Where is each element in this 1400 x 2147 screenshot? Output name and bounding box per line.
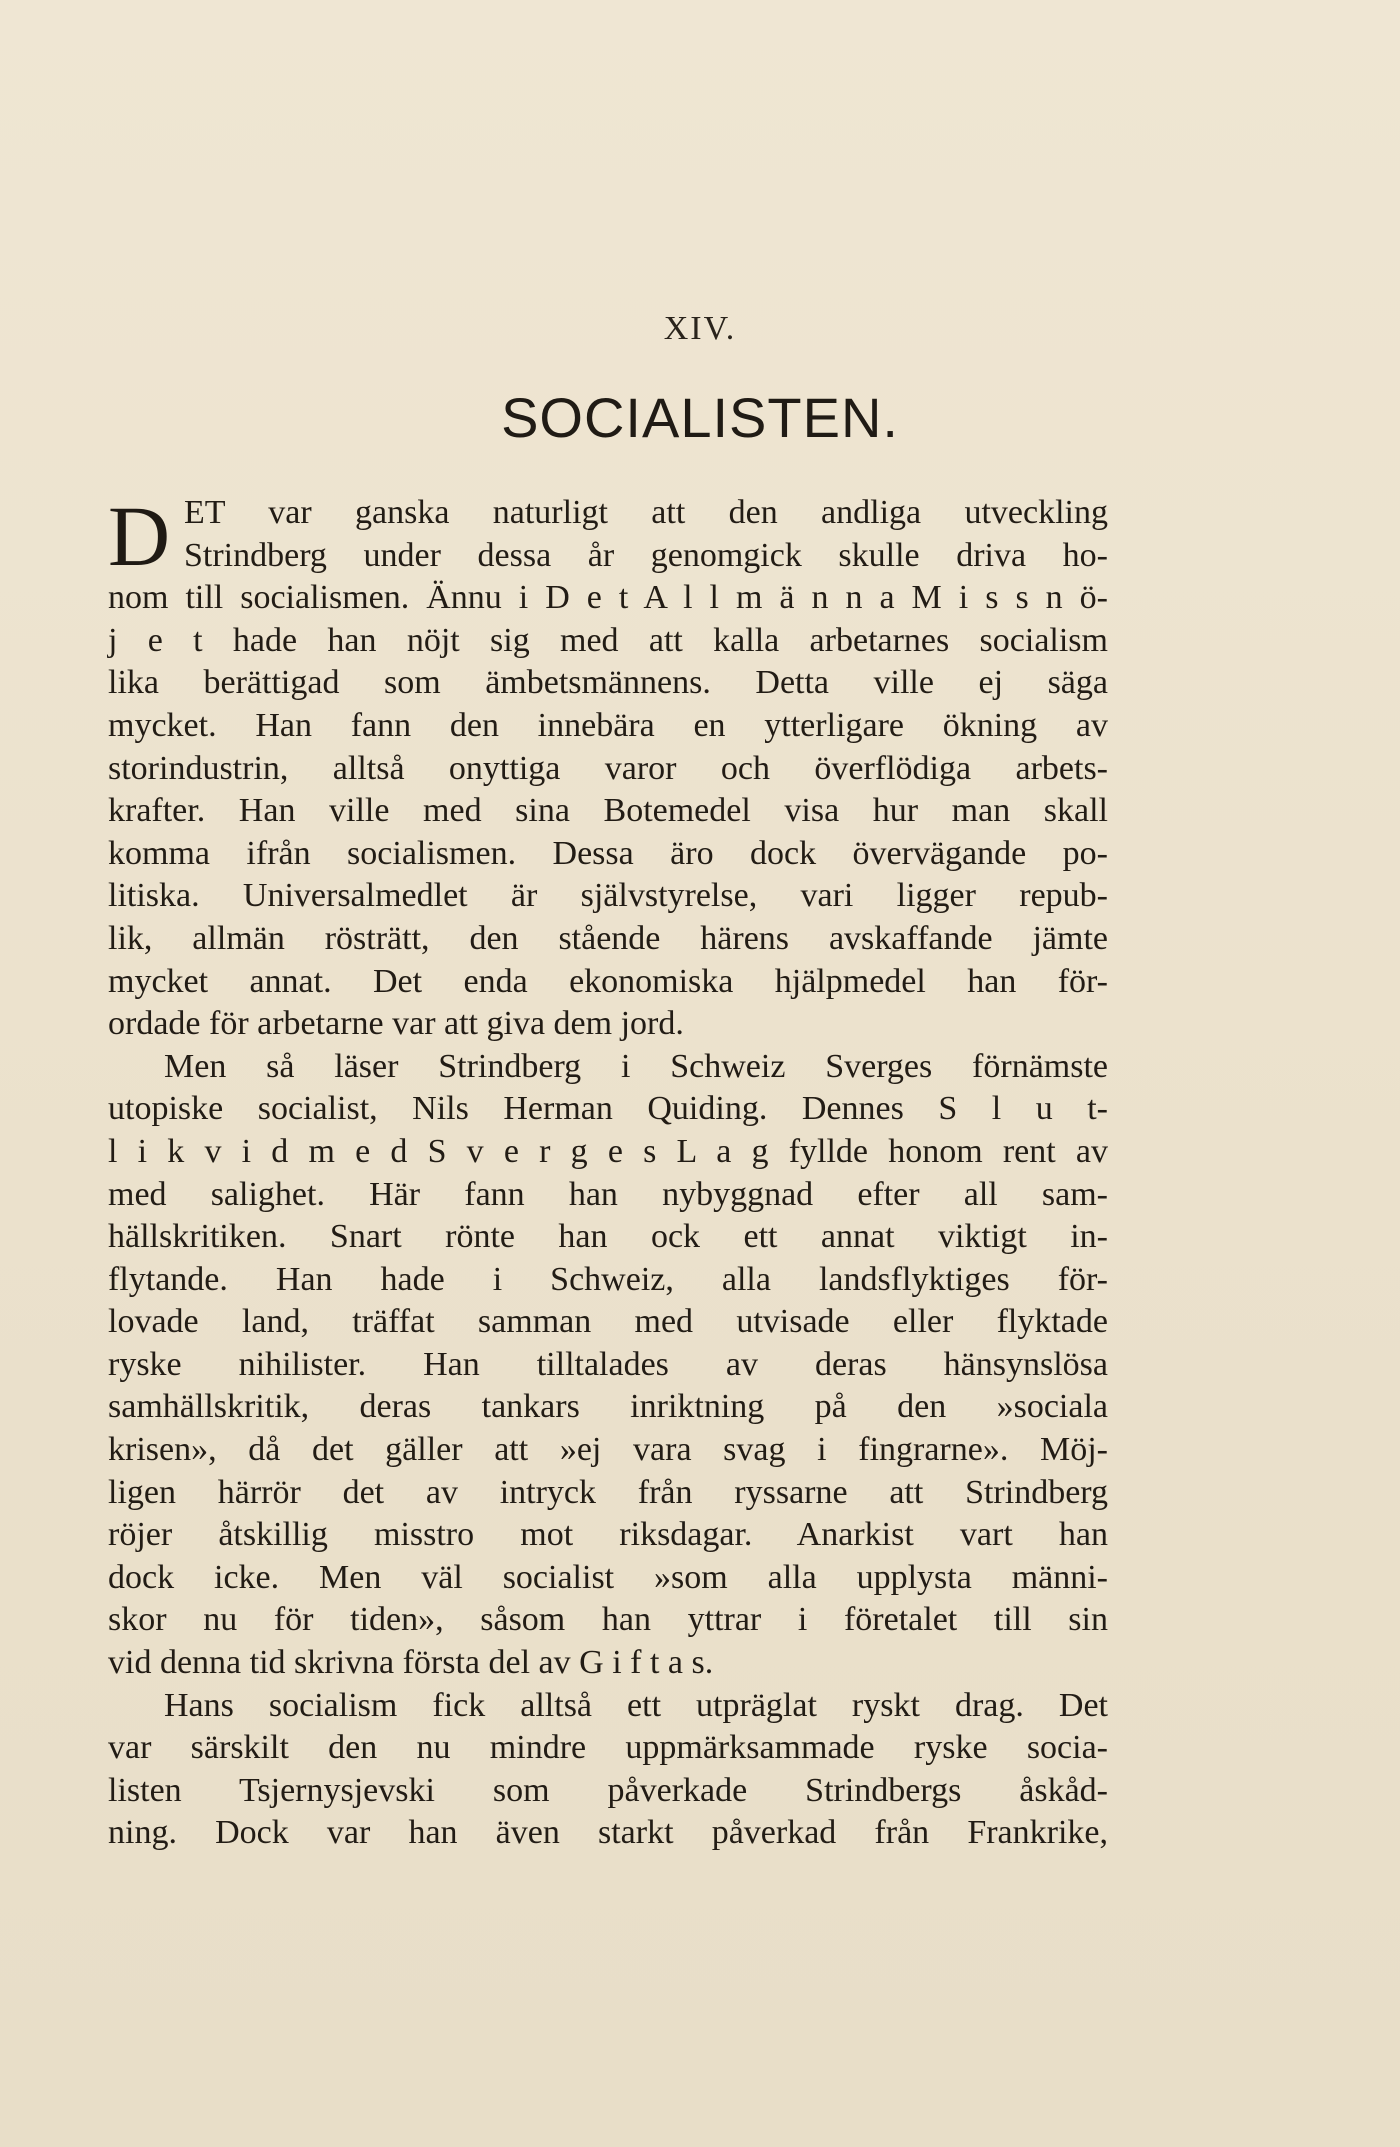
paragraph-1: [108, 488, 1108, 1046]
text-line: lik, allmän rösträtt, den stående härens avskaffande jämte: [108, 919, 1108, 957]
text-line: listen Tsjernysjevski som påverkade Strindbergs åskåd-: [108, 1771, 1108, 1809]
text-line: mycket. Han fann den innebära en ytterligare ökning av: [108, 706, 1108, 744]
text-line: vid denna tid skrivna första del av G i f t a s.: [108, 1644, 714, 1682]
chapter-title: SOCIALISTEN.: [501, 386, 899, 449]
text-line: lovade land, träffat samman med utvisade eller flyktade: [108, 1303, 1108, 1341]
text-line: Men så läser Strindberg i Schweiz Sverges förnämste: [164, 1047, 1108, 1085]
text-line: ordade för arbetarne var att giva dem jord.: [108, 1005, 684, 1043]
text-line: storindustrin, alltså onyttiga varor och överflödiga arbets-: [108, 749, 1108, 787]
text-line: hällskritiken. Snart rönte han ock ett annat viktigt in-: [108, 1218, 1108, 1256]
text-line: krafter. Han ville med sina Botemedel visa hur man skall: [108, 792, 1108, 830]
text-line: krisen», då det gäller att »ej vara svag i fingrarne». Möj-: [108, 1431, 1108, 1469]
text-line: ET var ganska naturligt att den andliga utveckling: [184, 494, 1108, 531]
text-line: mycket annat. Det enda ekonomiska hjälpmedel han för-: [108, 962, 1108, 1000]
text-line: var särskilt den nu mindre uppmärksammade ryske socia-: [108, 1729, 1108, 1767]
text-line: j e t hade han nöjt sig med att kalla arbetarnes socialism: [108, 621, 1108, 659]
drop-cap: D: [108, 488, 171, 584]
text-line: ryske nihilister. Han tilltalades av deras hänsynslösa: [108, 1345, 1108, 1383]
text-line: komma ifrån socialismen. Dessa äro dock övervägande po-: [108, 834, 1108, 872]
text-line: skor nu för tiden», såsom han yttrar i företalet till sin: [108, 1601, 1108, 1639]
text-line: med salighet. Här fann han nybyggnad efter all sam-: [108, 1175, 1108, 1213]
text-line: nom till socialismen. Ännu i D e t A l l m ä n n a M i s s n ö-: [108, 579, 1108, 617]
text-line: utopiske socialist, Nils Herman Quiding. Dennes S l u t-: [108, 1090, 1108, 1128]
text-line: röjer åtskillig misstro mot riksdagar. Anarkist vart han: [108, 1516, 1108, 1554]
text-line: samhällskritik, deras tankars inriktning på den »sociala: [108, 1388, 1108, 1426]
paragraph-3: [108, 1685, 1108, 1855]
text-line: l i k v i d m e d S v e r g e s L a g fyllde honom rent av: [108, 1132, 1108, 1170]
text-line: ning. Dock var han även starkt påverkad från Frankrike,: [108, 1814, 1108, 1852]
text-line: Hans socialism fick alltså ett utpräglat ryskt drag. Det: [164, 1686, 1108, 1724]
text-line: flytande. Han hade i Schweiz, alla landsflyktiges för-: [108, 1260, 1108, 1298]
text-line: lika berättigad som ämbetsmännens. Detta ville ej säga: [108, 664, 1108, 702]
body-text: [108, 488, 1108, 1855]
chapter-number: XIV.: [663, 310, 737, 347]
text-line: Strindberg under dessa år genomgick skulle driva ho-: [184, 536, 1108, 574]
text-line: ligen härrör det av intryck från ryssarne att Strindberg: [108, 1473, 1108, 1511]
text-line: litiska. Universalmedlet är självstyrelse, vari ligger repub-: [108, 877, 1108, 915]
paragraph-2: [108, 1046, 1108, 1685]
text-line: dock icke. Men väl socialist »som alla upplysta männi-: [108, 1558, 1108, 1596]
